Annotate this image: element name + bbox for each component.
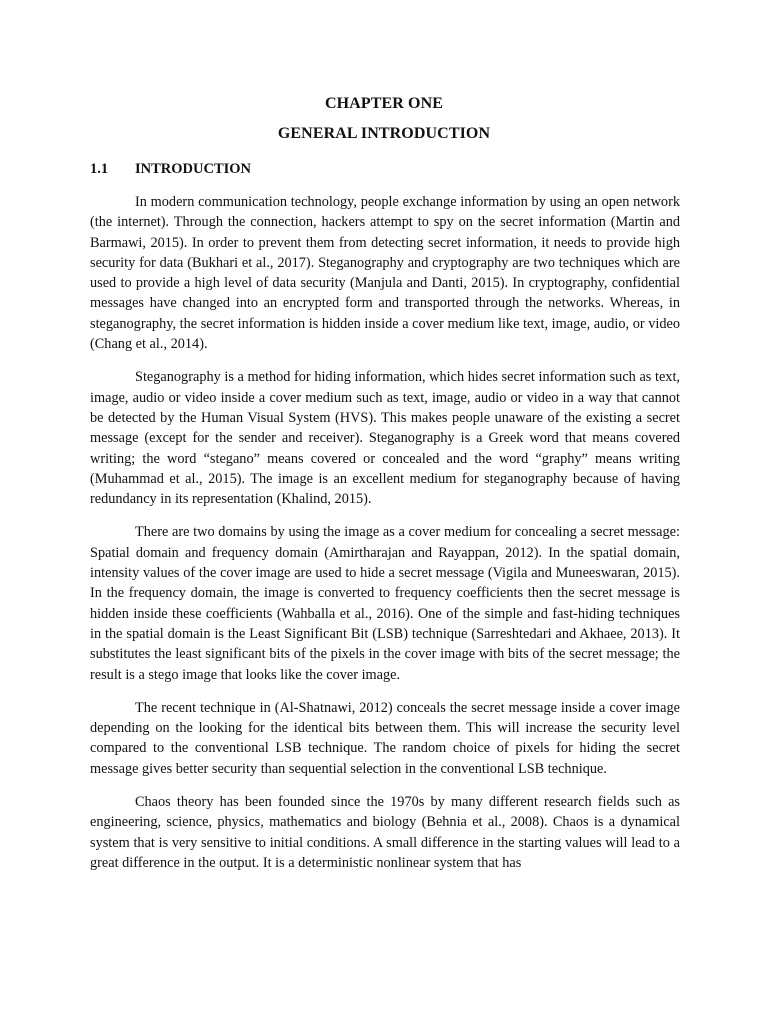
section-number: 1.1 <box>90 161 109 177</box>
paragraph-2: Steganography is a method for hiding information, which hides secret information such as text, image, audio or video inside a cover medium such as text, image, audio or video in a way that cannot be detected by the Human Visual System (HVS). This makes people unaware of the existing a secret message (except for the sender and receiver). Steganography is a Greek word that means covered writing; the word “stegano” means covered or concealed and the word “graphy” means writing (Muhammad et al., 2015). The image is an excellent medium for steganography because of having redundancy in its representation (Khalind, 2015). <box>90 369 680 508</box>
paragraph-4: The recent technique in (Al-Shatnawi, 2012) conceals the secret message inside a cover image depending on the looking for the identical bits between them. This will increase the security level compared to the conventional LSB technique. The random choice of pixels for hiding the secret message gives better security than sequential selection in the conventional LSB technique. <box>90 699 680 777</box>
body-text <box>90 192 680 886</box>
section-heading <box>90 158 251 180</box>
paragraph-5: Chaos theory has been founded since the 1970s by many different research fields such as engineering, science, physics, mathematics and biology (Behnia et al., 2008). Chaos is a dynamical system that is very sensitive to initial conditions. A small difference in the starting values will lead to a great difference in the output. It is a deterministic nonlinear system that has <box>90 794 680 871</box>
chapter-title: GENERAL INTRODUCTION <box>277 125 491 142</box>
chapter-number: CHAPTER ONE <box>325 95 443 112</box>
paragraph-3: There are two domains by using the image as a cover medium for concealing a secret message: Spatial domain and frequency domain (Amirtharajan and Rayappan, 2012). In the spatial domain, intensity values of the cover image are used to hide a secret message (Vigila and Muneeswaran, 2015). In the frequency domain, the image is converted to frequency coefficients then the secret message is hidden inside these coefficients (Wahballa et al., 2016). One of the simple and fast-hiding techniques in the spatial domain is the Least Significant Bit (LSB) technique (Sarreshtedari and Akhaee, 2013). It substitutes the least significant bits of the pixels in the cover image with bits of the secret message; the result is a stego image that looks like the cover image. <box>90 524 680 683</box>
paragraph-1: In modern communication technology, people exchange information by using an open network (the internet). Through the connection, hackers attempt to spy on the secret information (Martin and Barmawi, 2015). In order to prevent them from detecting secret information, it needs to provide high security for data (Bukhari et al., 2017). Steganography and cryptography are two techniques which are used to provide a high level of data security (Manjula and Danti, 2015). In cryptography, confidential messages have changed into an encrypted form and transported through the networks. Whereas, in steganography, the secret information is hidden inside a cover medium like text, image, audio, or video (Chang et al., 2014). <box>90 194 680 353</box>
section-title: INTRODUCTION <box>135 161 252 177</box>
